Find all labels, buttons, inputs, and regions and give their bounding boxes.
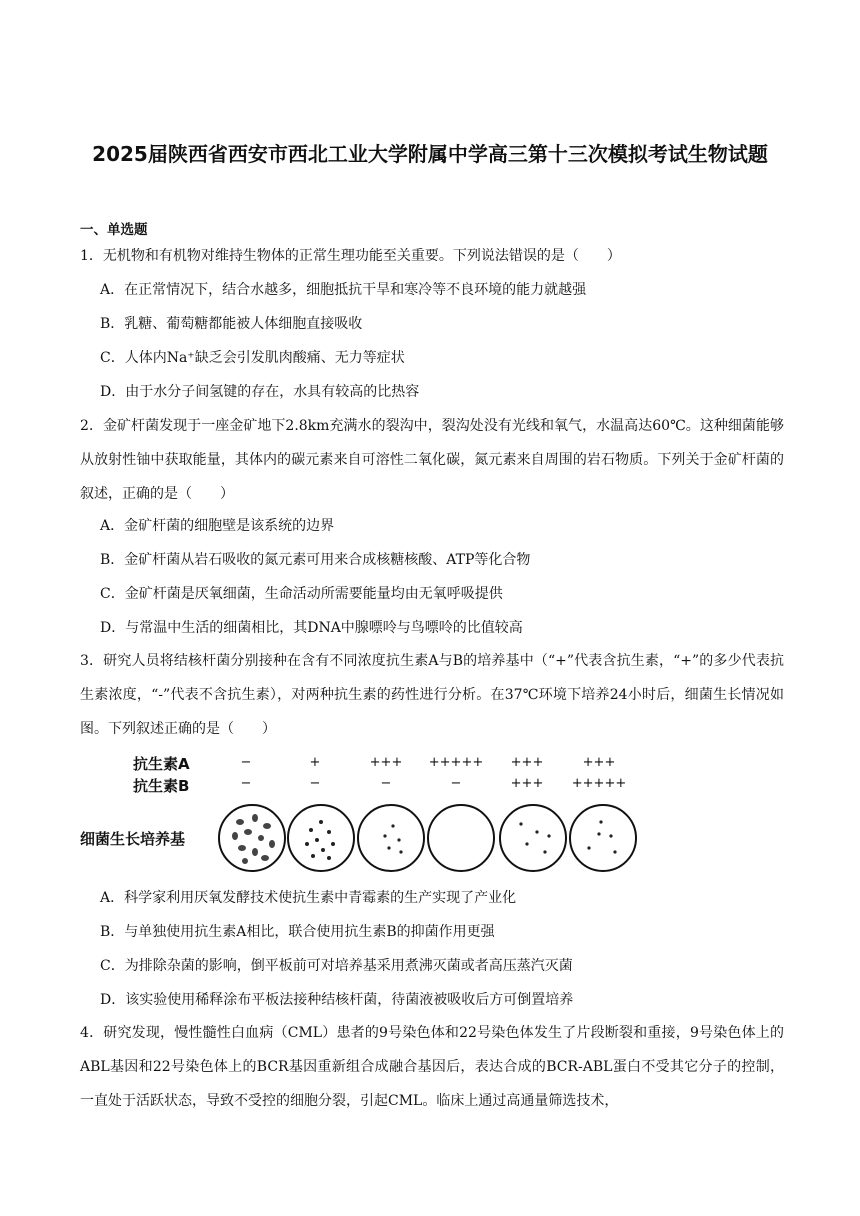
antibiotic-a-mark-2: + [309,755,321,770]
question-3-option-c: C．为排除杂菌的影响，倒平板前可对培养基采用煮沸灭菌或者高压蒸汽灭菌 [100,958,573,974]
page-title: 2025届陕西省西安市西北工业大学附属中学高三第十三次模拟考试生物试题 [92,142,768,166]
antibiotic-b-mark-5: +++ [510,776,544,791]
question-1-stem: 1．无机物和有机物对维持生物体的正常生理功能至关重要。下列说法错误的是（ ） [80,248,621,264]
question-2-option-b: B．金矿杆菌从岩石吸收的氮元素可用来合成核糖核酸、ATP等化合物 [100,552,531,568]
question-3-option-a: A．科学家利用厌氧发酵技术使抗生素中青霉素的生产实现了产业化 [100,890,517,906]
row-label-antibiotic-b: 抗生素B [133,777,190,795]
question-3-stem: 3．研究人员将结核杆菌分别接种在含有不同浓度抗生素A与B的培养基中（“+”代表含抗生素，“+”的多少代表抗生素浓度，“-”代表不含抗生素），对两种抗生素的药性进行分析。在37℃环境下培养24小时后，细菌生长情况如图。下列叙述正确的是（ ） [80,653,784,737]
question-1-option-c: C．人体内Na⁺缺乏会引发肌肉酸痛、无力等症状 [100,350,405,366]
antibiotic-a-mark-1: − [240,755,252,770]
question-2-option-c: C．金矿杆菌是厌氧细菌，生命活动所需要能量均由无氧呼吸提供 [100,586,503,602]
petri-dish-3 [358,805,424,871]
row-label-culture-medium: 细菌生长培养基 [80,830,186,848]
antibiotic-a-mark-5: +++ [510,755,544,770]
petri-dish-5 [500,805,566,871]
question-1-option-a: A．在正常情况下，结合水越多，细胞抵抗干旱和寒冷等不良环境的能力就越强 [100,282,587,298]
row-label-antibiotic-a: 抗生素A [133,755,190,773]
question-2-option-a: A．金矿杆菌的细胞壁是该系统的边界 [100,518,335,534]
question-3-option-b: B．与单独使用抗生素A相比，联合使用抗生素B的抑菌作用更强 [100,924,495,940]
antibiotic-b-mark-2: − [309,776,321,791]
antibiotic-b-mark-1: − [240,776,252,791]
antibiotic-a-mark-6: +++ [582,755,616,770]
question-1-option-b: B．乳糖、葡萄糖都能被人体细胞直接吸收 [100,316,363,332]
antibiotic-a-mark-4: +++++ [428,755,484,770]
antibiotic-b-mark-3: − [380,776,392,791]
petri-dishes [215,800,640,880]
section-heading: 一、单选题 [80,222,148,238]
petri-dish-1 [219,805,285,871]
petri-dish-6 [570,805,636,871]
question-2-stem: 2．金矿杆菌发现于一座金矿地下2.8km充满水的裂沟中，裂沟处没有光线和氧气，水温高达60℃。这种细菌能够从放射性铀中获取能量，其体内的碳元素来自可溶性二氧化碳，氮元素来自周围的岩石物质。下列关于金矿杆菌的叙述，正确的是（ ） [80,418,784,502]
petri-dish-4 [428,805,494,871]
antibiotic-b-mark-6: +++++ [571,776,627,791]
question-1-option-d: D．由于水分子间氢键的存在，水具有较高的比热容 [100,384,420,400]
antibiotic-a-mark-3: +++ [369,755,403,770]
question-2-option-d: D．与常温中生活的细菌相比，其DNA中腺嘌呤与鸟嘌呤的比值较高 [100,620,523,636]
antibiotic-b-mark-4: − [450,776,462,791]
question-4-stem: 4．研究发现，慢性髓性白血病（CML）患者的9号染色体和22号染色体发生了片段断裂和重接，9号染色体上的ABL基因和22号染色体上的BCR基因重新组合成融合基因后，表达合成的BCR-ABL蛋白不受其它分子的控制，一直处于活跃状态，导致不受控的细胞分裂，引起CML。临床上通过高通量筛选技术， [80,1025,784,1109]
question-3-option-d: D．该实验使用稀释涂布平板法接种结核杆菌，待菌液被吸收后方可倒置培养 [100,992,574,1008]
petri-dish-2 [288,805,354,871]
